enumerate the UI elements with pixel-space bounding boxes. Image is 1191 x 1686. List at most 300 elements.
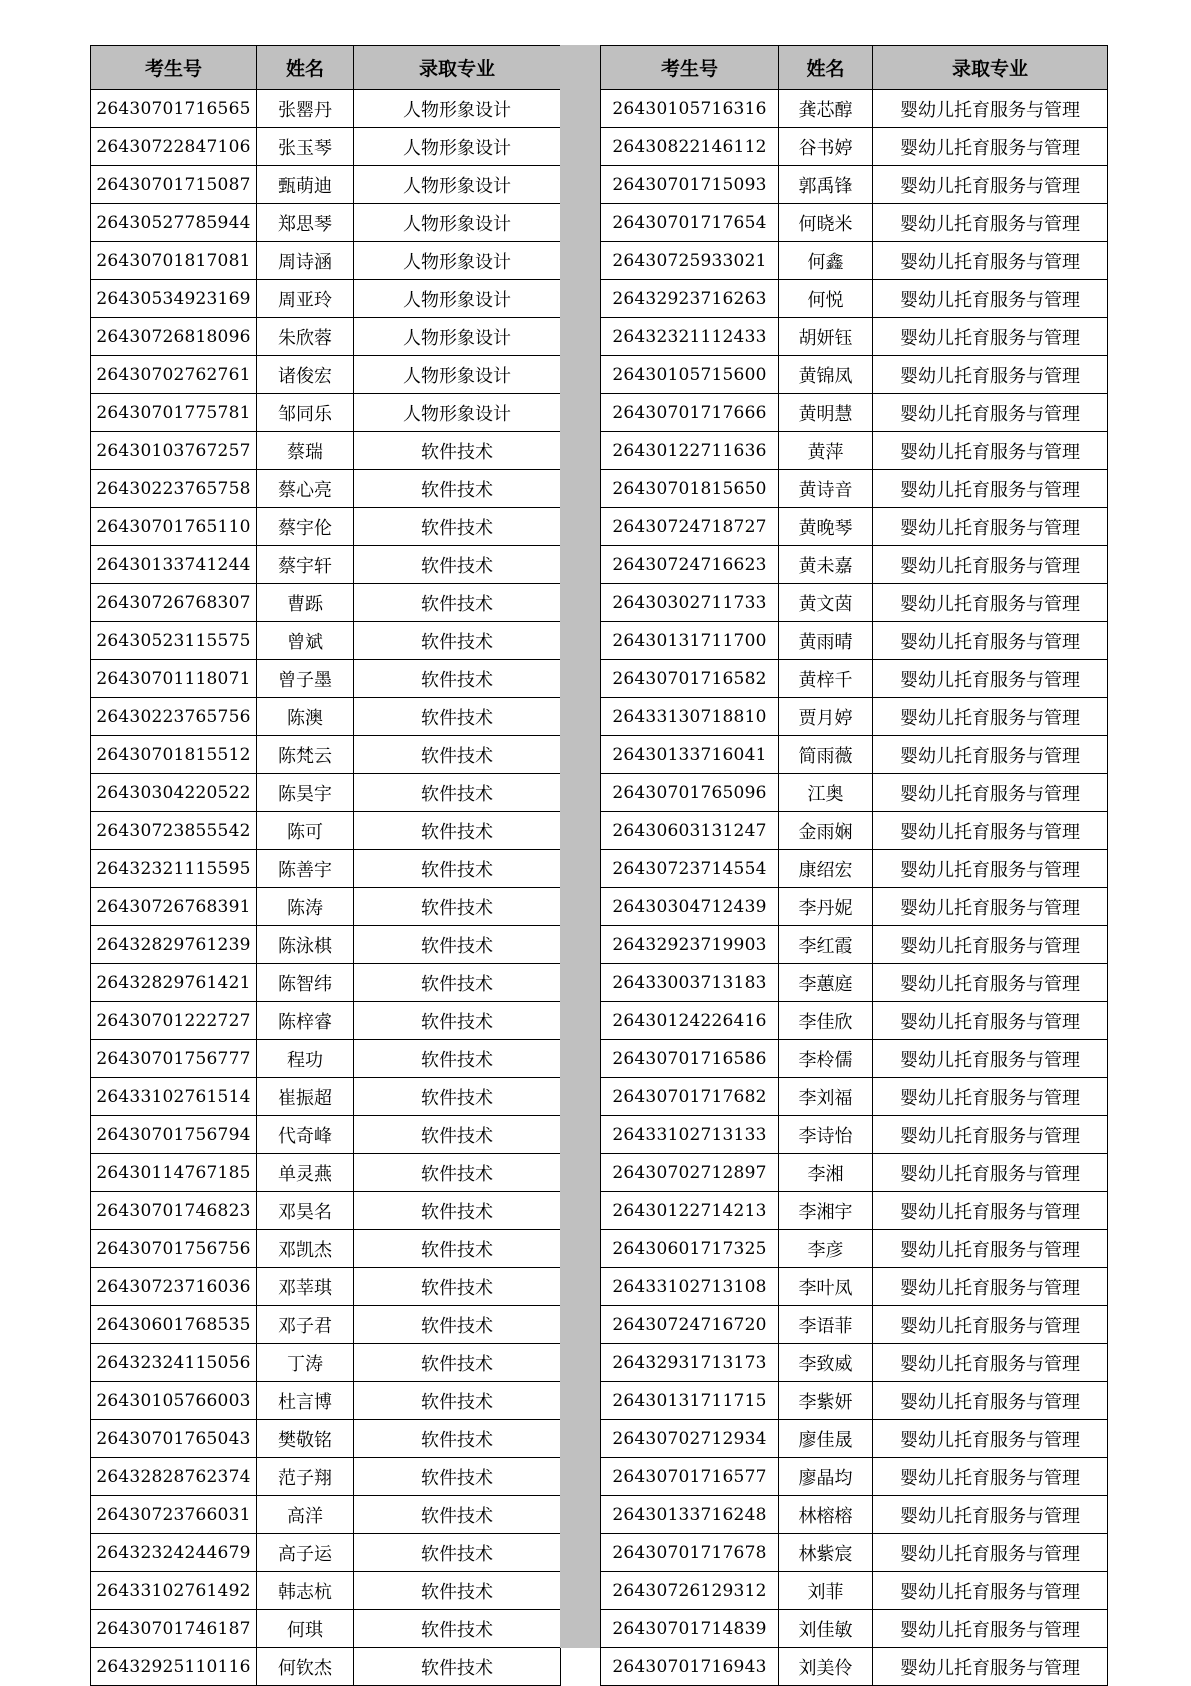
table-row	[601, 1078, 1108, 1116]
table-row	[91, 318, 561, 356]
major-cell: 婴幼儿托育服务与管理	[873, 1420, 1108, 1458]
student-name-cell: 陈泳棋	[257, 926, 354, 964]
major-cell: 软件技术	[354, 888, 561, 926]
exam-id-cell: 26430701756794	[91, 1116, 257, 1154]
major-cell: 软件技术	[354, 850, 561, 888]
table-row	[601, 1496, 1108, 1534]
major-cell: 婴幼儿托育服务与管理	[873, 356, 1108, 394]
major-cell: 软件技术	[354, 508, 561, 546]
table-row	[601, 242, 1108, 280]
table-row	[601, 774, 1108, 812]
student-name-cell: 邓昊名	[257, 1192, 354, 1230]
major-cell: 婴幼儿托育服务与管理	[873, 584, 1108, 622]
exam-id-cell: 26430701756756	[91, 1230, 257, 1268]
header-name: 姓名	[257, 46, 354, 90]
table-row	[91, 1344, 561, 1382]
major-cell: 婴幼儿托育服务与管理	[873, 1344, 1108, 1382]
student-name-cell: 刘菲	[779, 1572, 873, 1610]
table-row	[601, 508, 1108, 546]
table-row	[601, 470, 1108, 508]
exam-id-cell: 26430701118071	[91, 660, 257, 698]
exam-id-cell: 26430701222727	[91, 1002, 257, 1040]
exam-id-cell: 26430114767185	[91, 1154, 257, 1192]
major-cell: 婴幼儿托育服务与管理	[873, 1610, 1108, 1648]
exam-id-cell: 26430724716623	[601, 546, 779, 584]
table-body-right	[601, 90, 1108, 1686]
major-cell: 软件技术	[354, 926, 561, 964]
major-cell: 婴幼儿托育服务与管理	[873, 660, 1108, 698]
table-row	[91, 736, 561, 774]
student-name-cell: 陈昊宇	[257, 774, 354, 812]
table-row	[601, 736, 1108, 774]
major-cell: 婴幼儿托育服务与管理	[873, 1230, 1108, 1268]
student-name-cell: 贾月婷	[779, 698, 873, 736]
table-row	[91, 774, 561, 812]
student-name-cell: 何鑫	[779, 242, 873, 280]
exam-id-cell: 26430304220522	[91, 774, 257, 812]
exam-id-cell: 26430701815512	[91, 736, 257, 774]
exam-id-cell: 26430701775781	[91, 394, 257, 432]
exam-id-cell: 26430701715087	[91, 166, 257, 204]
header-major: 录取专业	[354, 46, 561, 90]
table-row	[91, 1040, 561, 1078]
major-cell: 软件技术	[354, 584, 561, 622]
table-row	[91, 128, 561, 166]
student-name-cell: 黄雨晴	[779, 622, 873, 660]
table-row	[601, 1344, 1108, 1382]
major-cell: 婴幼儿托育服务与管理	[873, 1306, 1108, 1344]
exam-id-cell: 26430726818096	[91, 318, 257, 356]
exam-id-cell: 26430701717682	[601, 1078, 779, 1116]
header-row	[601, 46, 1108, 90]
major-cell: 软件技术	[354, 812, 561, 850]
student-name-cell: 简雨薇	[779, 736, 873, 774]
major-cell: 软件技术	[354, 964, 561, 1002]
student-name-cell: 黄明慧	[779, 394, 873, 432]
exam-id-cell: 26432828762374	[91, 1458, 257, 1496]
student-name-cell: 李叶凤	[779, 1268, 873, 1306]
major-cell: 软件技术	[354, 1382, 561, 1420]
table-row	[91, 812, 561, 850]
student-name-cell: 李蕙庭	[779, 964, 873, 1002]
exam-id-cell: 26430124226416	[601, 1002, 779, 1040]
student-name-cell: 何琪	[257, 1610, 354, 1648]
table-row	[91, 90, 561, 128]
exam-id-cell: 26430726768307	[91, 584, 257, 622]
student-name-cell: 邹同乐	[257, 394, 354, 432]
major-cell: 软件技术	[354, 1648, 561, 1686]
student-name-cell: 陈澳	[257, 698, 354, 736]
student-name-cell: 何钦杰	[257, 1648, 354, 1686]
major-cell: 婴幼儿托育服务与管理	[873, 1040, 1108, 1078]
table-row	[91, 1648, 561, 1686]
exam-id-cell: 26430105715600	[601, 356, 779, 394]
exam-id-cell: 26432925110116	[91, 1648, 257, 1686]
student-name-cell: 黄梓千	[779, 660, 873, 698]
student-name-cell: 李致威	[779, 1344, 873, 1382]
student-name-cell: 周诗涵	[257, 242, 354, 280]
student-name-cell: 李诗怡	[779, 1116, 873, 1154]
table-row	[91, 660, 561, 698]
major-cell: 婴幼儿托育服务与管理	[873, 508, 1108, 546]
major-cell: 软件技术	[354, 470, 561, 508]
exam-id-cell: 26433102761492	[91, 1572, 257, 1610]
major-cell: 软件技术	[354, 736, 561, 774]
table-row	[601, 1002, 1108, 1040]
major-cell: 人物形象设计	[354, 90, 561, 128]
student-name-cell: 廖佳晟	[779, 1420, 873, 1458]
major-cell: 软件技术	[354, 1192, 561, 1230]
student-name-cell: 李湘宇	[779, 1192, 873, 1230]
column-divider	[560, 45, 600, 1648]
student-name-cell: 黄晚琴	[779, 508, 873, 546]
major-cell: 软件技术	[354, 622, 561, 660]
exam-id-cell: 26432321115595	[91, 850, 257, 888]
major-cell: 婴幼儿托育服务与管理	[873, 394, 1108, 432]
exam-id-cell: 26430701765043	[91, 1420, 257, 1458]
major-cell: 婴幼儿托育服务与管理	[873, 736, 1108, 774]
table-row	[601, 1648, 1108, 1686]
table-row	[601, 1382, 1108, 1420]
table-row	[91, 850, 561, 888]
table-row	[91, 1420, 561, 1458]
major-cell: 婴幼儿托育服务与管理	[873, 128, 1108, 166]
exam-id-cell: 26430223765758	[91, 470, 257, 508]
table-row	[601, 280, 1108, 318]
table-row	[601, 888, 1108, 926]
exam-id-cell: 26430724718727	[601, 508, 779, 546]
student-name-cell: 邓凯杰	[257, 1230, 354, 1268]
student-name-cell: 陈梓睿	[257, 1002, 354, 1040]
student-name-cell: 郭禹锋	[779, 166, 873, 204]
header-major: 录取专业	[873, 46, 1108, 90]
student-name-cell: 樊敬铭	[257, 1420, 354, 1458]
major-cell: 人物形象设计	[354, 128, 561, 166]
exam-id-cell: 26430133716041	[601, 736, 779, 774]
exam-id-cell: 26433102713133	[601, 1116, 779, 1154]
admission-table-right	[600, 45, 1108, 1686]
student-name-cell: 黄未嘉	[779, 546, 873, 584]
exam-id-cell: 26430122714213	[601, 1192, 779, 1230]
student-name-cell: 李紫妍	[779, 1382, 873, 1420]
student-name-cell: 李丹妮	[779, 888, 873, 926]
table-row	[91, 1154, 561, 1192]
major-cell: 人物形象设计	[354, 318, 561, 356]
exam-id-cell: 26430701746823	[91, 1192, 257, 1230]
table-row	[601, 166, 1108, 204]
major-cell: 软件技术	[354, 546, 561, 584]
exam-id-cell: 26430701817081	[91, 242, 257, 280]
table-row	[601, 1116, 1108, 1154]
table-row	[601, 1610, 1108, 1648]
exam-id-cell: 26430726129312	[601, 1572, 779, 1610]
table-row	[91, 508, 561, 546]
major-cell: 软件技术	[354, 1420, 561, 1458]
exam-id-cell: 26433102713108	[601, 1268, 779, 1306]
student-name-cell: 黄文茵	[779, 584, 873, 622]
student-name-cell: 何悦	[779, 280, 873, 318]
major-cell: 婴幼儿托育服务与管理	[873, 964, 1108, 1002]
exam-id-cell: 26430701717678	[601, 1534, 779, 1572]
table-row	[91, 394, 561, 432]
major-cell: 婴幼儿托育服务与管理	[873, 166, 1108, 204]
exam-id-cell: 26430523115575	[91, 622, 257, 660]
exam-id-cell: 26430133716248	[601, 1496, 779, 1534]
table-row	[91, 1458, 561, 1496]
major-cell: 软件技术	[354, 1458, 561, 1496]
student-name-cell: 李佳欣	[779, 1002, 873, 1040]
exam-id-cell: 26430701714839	[601, 1610, 779, 1648]
major-cell: 婴幼儿托育服务与管理	[873, 698, 1108, 736]
student-name-cell: 李语菲	[779, 1306, 873, 1344]
major-cell: 婴幼儿托育服务与管理	[873, 812, 1108, 850]
major-cell: 婴幼儿托育服务与管理	[873, 432, 1108, 470]
major-cell: 婴幼儿托育服务与管理	[873, 1458, 1108, 1496]
exam-id-cell: 26430726768391	[91, 888, 257, 926]
table-row	[601, 318, 1108, 356]
exam-id-cell: 26432324244679	[91, 1534, 257, 1572]
major-cell: 人物形象设计	[354, 204, 561, 242]
exam-id-cell: 26430701717666	[601, 394, 779, 432]
major-cell: 人物形象设计	[354, 166, 561, 204]
major-cell: 人物形象设计	[354, 356, 561, 394]
major-cell: 软件技术	[354, 1344, 561, 1382]
student-name-cell: 蔡宇轩	[257, 546, 354, 584]
major-cell: 婴幼儿托育服务与管理	[873, 1116, 1108, 1154]
major-cell: 婴幼儿托育服务与管理	[873, 90, 1108, 128]
student-name-cell: 金雨娴	[779, 812, 873, 850]
student-name-cell: 丁涛	[257, 1344, 354, 1382]
student-name-cell: 曾子墨	[257, 660, 354, 698]
student-name-cell: 程功	[257, 1040, 354, 1078]
exam-id-cell: 26430701716577	[601, 1458, 779, 1496]
student-name-cell: 张罂丹	[257, 90, 354, 128]
major-cell: 软件技术	[354, 1306, 561, 1344]
exam-id-cell: 26430223765756	[91, 698, 257, 736]
table-row	[601, 1306, 1108, 1344]
table-row	[91, 204, 561, 242]
exam-id-cell: 26433102761514	[91, 1078, 257, 1116]
table-row	[601, 698, 1108, 736]
table-row	[91, 1610, 561, 1648]
exam-id-cell: 26430103767257	[91, 432, 257, 470]
table-row	[91, 470, 561, 508]
student-name-cell: 高子运	[257, 1534, 354, 1572]
exam-id-cell: 26430723855542	[91, 812, 257, 850]
table-row	[91, 926, 561, 964]
major-cell: 婴幼儿托育服务与管理	[873, 622, 1108, 660]
exam-id-cell: 26432923719903	[601, 926, 779, 964]
table-row	[91, 1572, 561, 1610]
exam-id-cell: 26432923716263	[601, 280, 779, 318]
table-row	[91, 356, 561, 394]
table-row	[91, 1496, 561, 1534]
major-cell: 软件技术	[354, 1040, 561, 1078]
major-cell: 婴幼儿托育服务与管理	[873, 1078, 1108, 1116]
major-cell: 婴幼儿托育服务与管理	[873, 1192, 1108, 1230]
exam-id-cell: 26430725933021	[601, 242, 779, 280]
table-row	[601, 432, 1108, 470]
major-cell: 婴幼儿托育服务与管理	[873, 1002, 1108, 1040]
exam-id-cell: 26430723766031	[91, 1496, 257, 1534]
table-row	[601, 1420, 1108, 1458]
table-row	[601, 1040, 1108, 1078]
major-cell: 软件技术	[354, 1154, 561, 1192]
table-row	[601, 394, 1108, 432]
student-name-cell: 康绍宏	[779, 850, 873, 888]
major-cell: 软件技术	[354, 1572, 561, 1610]
student-name-cell: 何晓米	[779, 204, 873, 242]
exam-id-cell: 26430105716316	[601, 90, 779, 128]
major-cell: 婴幼儿托育服务与管理	[873, 850, 1108, 888]
student-name-cell: 龚芯醇	[779, 90, 873, 128]
major-cell: 软件技术	[354, 1534, 561, 1572]
major-cell: 婴幼儿托育服务与管理	[873, 318, 1108, 356]
exam-id-cell: 26430701716586	[601, 1040, 779, 1078]
exam-id-cell: 26430723716036	[91, 1268, 257, 1306]
student-name-cell: 蔡心亮	[257, 470, 354, 508]
exam-id-cell: 26430701716582	[601, 660, 779, 698]
major-cell: 婴幼儿托育服务与管理	[873, 1572, 1108, 1610]
exam-id-cell: 26430304712439	[601, 888, 779, 926]
table-row	[91, 1534, 561, 1572]
student-name-cell: 刘美伶	[779, 1648, 873, 1686]
student-name-cell: 周亚玲	[257, 280, 354, 318]
table-row	[601, 546, 1108, 584]
student-name-cell: 廖晶均	[779, 1458, 873, 1496]
student-name-cell: 李柃儒	[779, 1040, 873, 1078]
student-name-cell: 崔振超	[257, 1078, 354, 1116]
table-row	[601, 204, 1108, 242]
exam-id-cell: 26430701746187	[91, 1610, 257, 1648]
exam-id-cell: 26430105766003	[91, 1382, 257, 1420]
student-name-cell: 韩志杭	[257, 1572, 354, 1610]
student-name-cell: 李湘	[779, 1154, 873, 1192]
table-row	[601, 622, 1108, 660]
major-cell: 软件技术	[354, 1496, 561, 1534]
table-row	[601, 1192, 1108, 1230]
table-row	[91, 1078, 561, 1116]
table-row	[601, 1268, 1108, 1306]
header-row	[91, 46, 561, 90]
table-row	[91, 546, 561, 584]
student-name-cell: 李红霞	[779, 926, 873, 964]
exam-id-cell: 26430701756777	[91, 1040, 257, 1078]
exam-id-cell: 26432829761239	[91, 926, 257, 964]
exam-id-cell: 26430701717654	[601, 204, 779, 242]
student-name-cell: 谷书婷	[779, 128, 873, 166]
table-row	[91, 888, 561, 926]
student-name-cell: 黄诗音	[779, 470, 873, 508]
student-name-cell: 杜言博	[257, 1382, 354, 1420]
student-name-cell: 曹跞	[257, 584, 354, 622]
major-cell: 软件技术	[354, 1002, 561, 1040]
header-name: 姓名	[779, 46, 873, 90]
exam-id-cell: 26430601768535	[91, 1306, 257, 1344]
major-cell: 婴幼儿托育服务与管理	[873, 1496, 1108, 1534]
exam-id-cell: 26430527785944	[91, 204, 257, 242]
major-cell: 婴幼儿托育服务与管理	[873, 242, 1108, 280]
student-name-cell: 陈善宇	[257, 850, 354, 888]
table-row	[91, 432, 561, 470]
major-cell: 软件技术	[354, 1268, 561, 1306]
student-name-cell: 陈智纬	[257, 964, 354, 1002]
table-row	[601, 90, 1108, 128]
exam-id-cell: 26430701765096	[601, 774, 779, 812]
student-name-cell: 蔡瑞	[257, 432, 354, 470]
major-cell: 婴幼儿托育服务与管理	[873, 546, 1108, 584]
major-cell: 软件技术	[354, 660, 561, 698]
exam-id-cell: 26432324115056	[91, 1344, 257, 1382]
major-cell: 软件技术	[354, 698, 561, 736]
table-row	[91, 1230, 561, 1268]
table-row	[91, 698, 561, 736]
student-name-cell: 高洋	[257, 1496, 354, 1534]
student-name-cell: 张玉琴	[257, 128, 354, 166]
table-row	[601, 1458, 1108, 1496]
exam-id-cell: 26430701715093	[601, 166, 779, 204]
header-exam-id: 考生号	[91, 46, 257, 90]
student-name-cell: 郑思琴	[257, 204, 354, 242]
student-name-cell: 胡妍钰	[779, 318, 873, 356]
major-cell: 人物形象设计	[354, 394, 561, 432]
student-name-cell: 代奇峰	[257, 1116, 354, 1154]
exam-id-cell: 26430701716943	[601, 1648, 779, 1686]
student-name-cell: 邓莘琪	[257, 1268, 354, 1306]
table-row	[91, 1268, 561, 1306]
exam-id-cell: 26432829761421	[91, 964, 257, 1002]
major-cell: 软件技术	[354, 432, 561, 470]
table-row	[601, 850, 1108, 888]
major-cell: 软件技术	[354, 1078, 561, 1116]
exam-id-cell: 26432931713173	[601, 1344, 779, 1382]
table-row	[601, 356, 1108, 394]
major-cell: 婴幼儿托育服务与管理	[873, 1648, 1108, 1686]
table-body-left	[91, 90, 561, 1686]
student-name-cell: 陈涛	[257, 888, 354, 926]
major-cell: 婴幼儿托育服务与管理	[873, 1534, 1108, 1572]
major-cell: 婴幼儿托育服务与管理	[873, 1382, 1108, 1420]
student-name-cell: 邓子君	[257, 1306, 354, 1344]
major-cell: 婴幼儿托育服务与管理	[873, 1268, 1108, 1306]
student-name-cell: 刘佳敏	[779, 1610, 873, 1648]
student-name-cell: 李彦	[779, 1230, 873, 1268]
major-cell: 婴幼儿托育服务与管理	[873, 280, 1108, 318]
student-name-cell: 林紫宸	[779, 1534, 873, 1572]
table-row	[601, 584, 1108, 622]
table-row	[601, 1154, 1108, 1192]
major-cell: 婴幼儿托育服务与管理	[873, 774, 1108, 812]
exam-id-cell: 26430701815650	[601, 470, 779, 508]
exam-id-cell: 26430133741244	[91, 546, 257, 584]
table-row	[601, 964, 1108, 1002]
major-cell: 软件技术	[354, 1610, 561, 1648]
exam-id-cell: 26433003713183	[601, 964, 779, 1002]
student-name-cell: 范子翔	[257, 1458, 354, 1496]
table-row	[601, 926, 1108, 964]
table-row	[91, 584, 561, 622]
table-row	[91, 964, 561, 1002]
student-name-cell: 曾斌	[257, 622, 354, 660]
table-row	[601, 660, 1108, 698]
exam-id-cell: 26430601717325	[601, 1230, 779, 1268]
exam-id-cell: 26430723714554	[601, 850, 779, 888]
exam-id-cell: 26432321112433	[601, 318, 779, 356]
major-cell: 婴幼儿托育服务与管理	[873, 1154, 1108, 1192]
exam-id-cell: 26430122711636	[601, 432, 779, 470]
major-cell: 婴幼儿托育服务与管理	[873, 470, 1108, 508]
admission-table-left	[90, 45, 561, 1686]
